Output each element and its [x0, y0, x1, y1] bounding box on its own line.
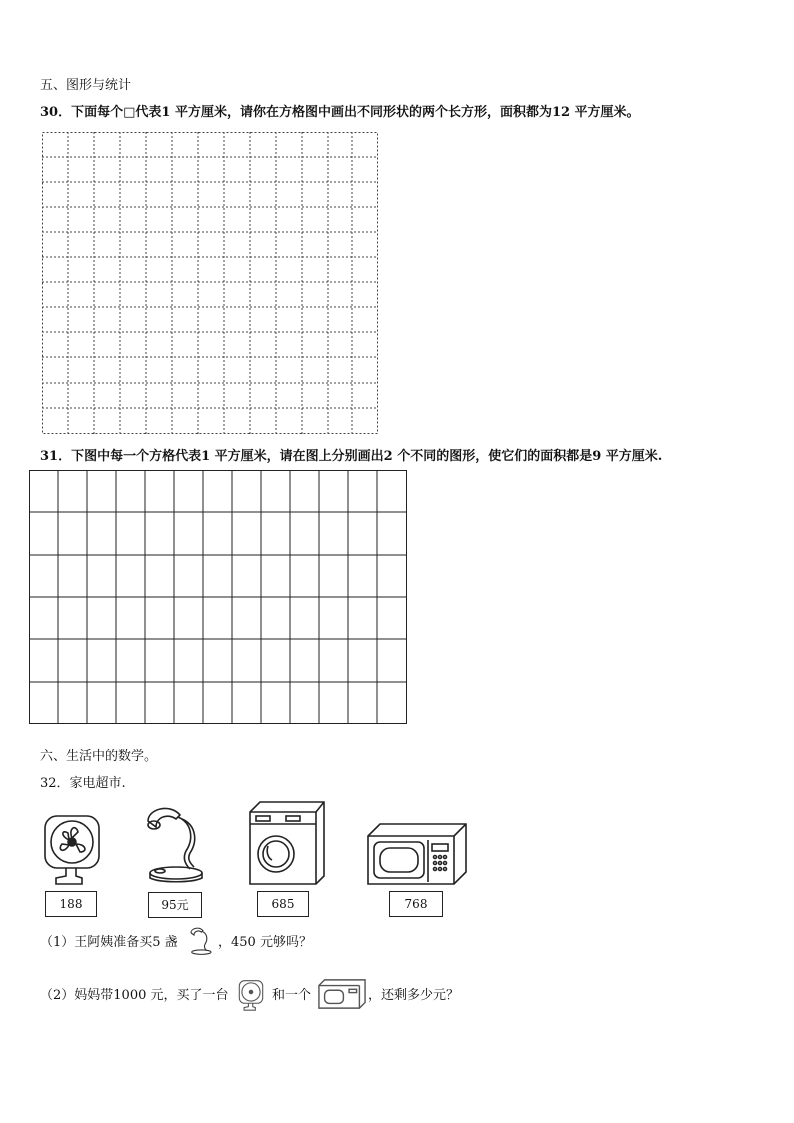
question-31: 31．下图中每一个方格代表1 平方厘米，请在图上分别画出2 个不同的图形，使它们的面积都是9 平方厘米. — [40, 449, 663, 464]
subquestion-2-prefix: （2）妈妈带1000 元，买了一台 — [40, 988, 229, 1003]
fan-price-label: 188 — [45, 891, 97, 917]
section-6-title: 六、生活中的数学。 — [40, 749, 158, 764]
fan-inline-icon — [238, 974, 264, 1016]
washer-price-label: 685 — [257, 891, 309, 917]
desk-fan-icon — [42, 812, 102, 886]
section-5-title: 五、图形与统计 — [40, 78, 132, 93]
microwave-price-label: 768 — [389, 891, 443, 917]
dashed-square-grid[interactable] — [42, 132, 378, 434]
subquestion-2-suffix: ，还剩多少元？ — [368, 988, 460, 1003]
lamp-price-label: 95元 — [148, 892, 202, 918]
desk-lamp-icon — [140, 803, 210, 883]
subquestion-2-middle: 和一个 — [272, 988, 312, 1003]
solid-square-grid[interactable] — [29, 470, 407, 724]
microwave-inline-icon — [318, 978, 366, 1010]
question-30: 30．下面每个□代表1 平方厘米，请你在方格图中画出不同形状的两个长方形，面积都为12 平方厘米。 — [40, 105, 640, 120]
subquestion-1-prefix: （1）王阿姨准备买5 盏 — [40, 935, 178, 950]
lamp-inline-icon — [188, 926, 214, 956]
microwave-icon — [366, 822, 468, 886]
question-32: 32．家电超市. — [40, 776, 126, 791]
subquestion-1-suffix: ，450 元够吗？ — [218, 935, 312, 950]
washing-machine-icon — [246, 800, 328, 886]
